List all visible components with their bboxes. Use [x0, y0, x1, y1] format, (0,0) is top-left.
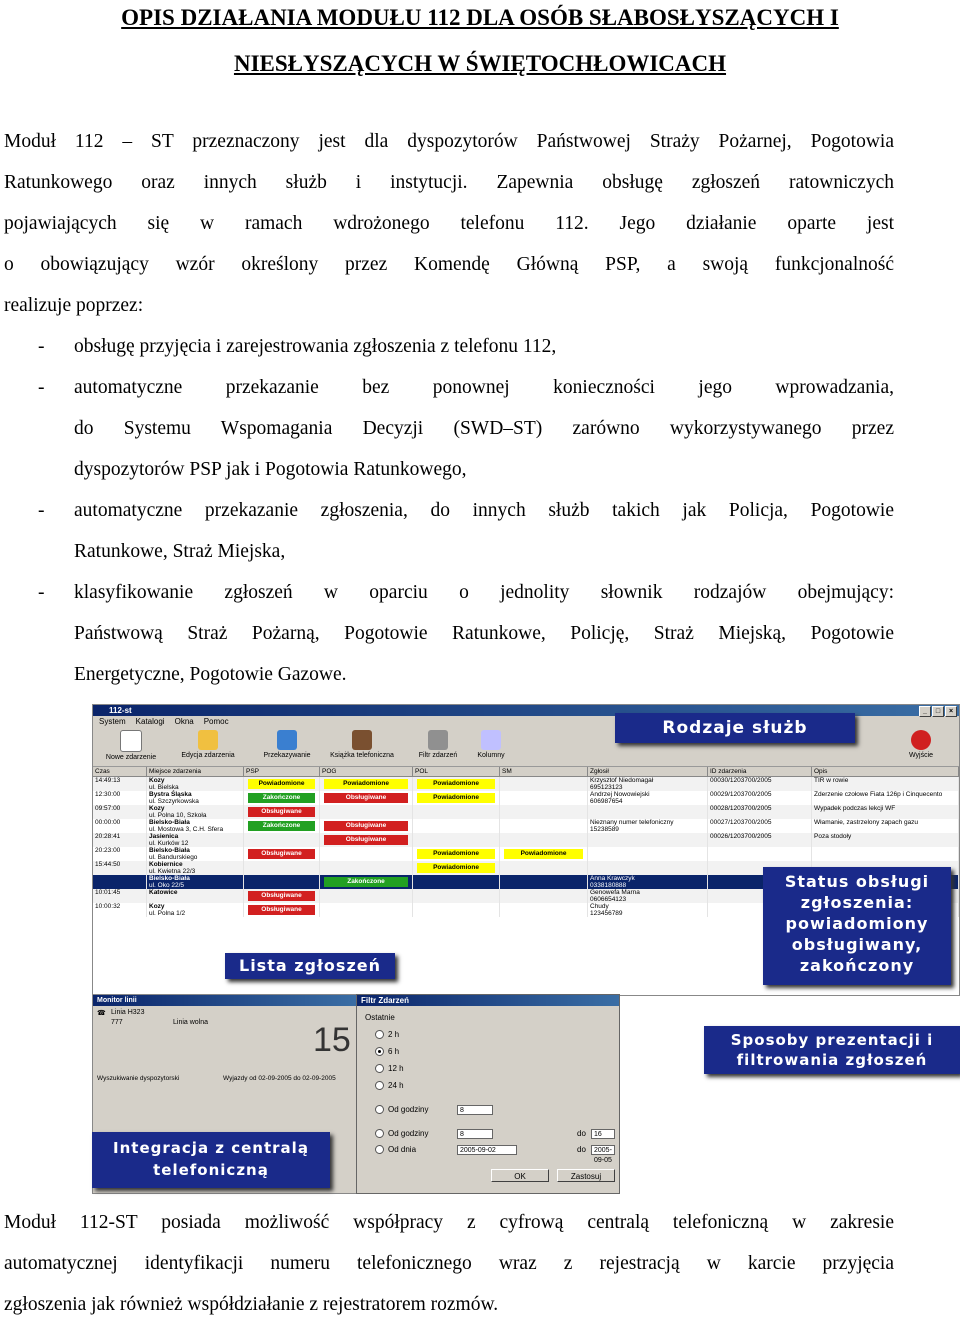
- status-badge: Zakończone: [248, 821, 315, 831]
- status-badge: Powiadomione: [324, 779, 408, 789]
- cell-text: 00:00:00: [95, 819, 121, 826]
- status-cell-pol: [413, 777, 500, 791]
- table-cell: [812, 819, 959, 833]
- new-event-button[interactable]: Nowe zdarzenie: [101, 730, 161, 761]
- cell-text: Genowefa Marna: [590, 889, 640, 896]
- status-cell-sm: [500, 777, 588, 791]
- menu-katalogi[interactable]: Katalogi: [135, 717, 165, 726]
- column-header[interactable]: Zgłosił: [588, 767, 708, 776]
- column-header[interactable]: Miejsce zdarzenia: [147, 767, 244, 776]
- intro-line: Moduł 112 – ST przeznaczony jest dla dyspozytorów Państwowej Straży Pożarnej, Pogotowia: [4, 131, 894, 152]
- status-badge: Powiadomione: [248, 779, 315, 789]
- filter-dialog: [356, 994, 620, 1194]
- bullet-dash: -: [38, 582, 45, 603]
- cell-subtext: 15238589: [590, 826, 619, 833]
- status-cell-pol: [413, 805, 500, 819]
- banner-rodzaje: Rodzaje służb: [615, 713, 855, 743]
- status-cell-pog: [320, 791, 413, 805]
- window-title: 112-st: [109, 706, 132, 715]
- table-cell: [93, 791, 147, 805]
- cell-text: 12:30:00: [95, 791, 121, 798]
- columns-button[interactable]: Kolumny: [471, 730, 511, 759]
- columns-icon: [481, 730, 501, 750]
- apply-button[interactable]: Zastosuj: [557, 1169, 615, 1182]
- status-cell-pog: [320, 777, 413, 791]
- cell-text: Włamanie, zastrzelony zapach gazu: [814, 819, 919, 826]
- list-item: [4, 490, 894, 531]
- status-cell-pol: [413, 889, 500, 903]
- status-cell-psp: [244, 777, 320, 791]
- status-cell-psp: [244, 861, 320, 875]
- table-cell: [812, 805, 959, 819]
- closing-line: zgłoszenia jak również współdziałanie z rejestratorem rozmów.: [4, 1294, 499, 1315]
- status-cell-pol: [413, 819, 500, 833]
- table-cell: [588, 777, 708, 791]
- status-cell-pog: [320, 833, 413, 847]
- cell-text: Chudy: [590, 903, 609, 910]
- maximize-icon[interactable]: □: [932, 706, 944, 717]
- cell-text: Krzysztof Niedomagał: [590, 777, 654, 784]
- status-cell-sm: [500, 819, 588, 833]
- status-cell-sm: [500, 903, 588, 917]
- column-header[interactable]: PSP: [244, 767, 320, 776]
- bullet-dash: -: [38, 377, 45, 398]
- cell-text: 00029/1203700/2005: [710, 791, 772, 798]
- table-cell: [93, 819, 147, 833]
- status-cell-pog: [320, 903, 413, 917]
- table-cell: [708, 847, 812, 861]
- status-right: Wyjazdy od 02-09-2005 do 02-09-2005: [223, 1075, 336, 1082]
- cell-text: Zderzenie czołowe Fiata 126p i Cinquecento: [814, 791, 943, 798]
- column-header[interactable]: Czas: [93, 767, 147, 776]
- intro-line: realizuje poprzez:: [4, 295, 144, 316]
- bullet-text: obsługę przyjęcia i zarejestrowania zgłoszenia z telefonu 112,: [74, 336, 557, 357]
- column-header[interactable]: POG: [320, 767, 413, 776]
- cell-text: 09:57:00: [95, 805, 121, 812]
- document-icon: [120, 730, 142, 752]
- table-cell: [147, 875, 244, 889]
- radio-od-godziny[interactable]: Od godziny: [375, 1105, 428, 1114]
- cell-text: Bystra Śląska: [149, 791, 192, 798]
- status-badge: Obsługiwane: [248, 891, 315, 901]
- status-badge: Obsługiwane: [248, 807, 315, 817]
- status-left: Wyszukiwanie dyspozytorski: [97, 1075, 180, 1082]
- table-cell: [147, 805, 244, 819]
- status-cell-pog: [320, 875, 413, 889]
- filter-button[interactable]: Filtr zdarzeń: [413, 730, 463, 759]
- status-cell-pol: [413, 847, 500, 861]
- table-cell: [93, 875, 147, 889]
- cell-subtext: ul. Polna 1/2: [149, 910, 186, 917]
- cell-text: Jasienica: [149, 833, 179, 840]
- forward-icon: [277, 730, 297, 750]
- date-from-input[interactable]: 2005-09-02: [457, 1145, 517, 1155]
- radio-12h[interactable]: 12 h: [375, 1064, 404, 1073]
- status-badge: Powiadomione: [504, 849, 583, 859]
- table-cell: [588, 861, 708, 875]
- list-item: [4, 572, 894, 613]
- bullet-text: automatyczne przekazanie bez ponownej konieczności jego wprowadzania,: [74, 377, 894, 398]
- ok-button[interactable]: OK: [491, 1169, 549, 1182]
- table-cell: [147, 903, 244, 917]
- status-cell-pog: [320, 889, 413, 903]
- bullet-text: automatyczne przekazanie zgłoszenia, do innych służb takich jak Policja, Pogotowie: [74, 500, 894, 521]
- banner-status: Status obsługi zgłoszenia: powiadomiony obsługiwany, zakończony: [763, 867, 951, 985]
- cell-subtext: ul. Bielska: [149, 784, 179, 791]
- table-cell: [588, 875, 708, 889]
- table-cell: [812, 847, 959, 861]
- forward-button[interactable]: Przekazywanie: [257, 730, 317, 759]
- cell-subtext: 0606654123: [590, 896, 627, 903]
- cell-text: Kozy: [149, 805, 165, 812]
- radio-2h[interactable]: 2 h: [375, 1030, 399, 1039]
- status-cell-psp: [244, 847, 320, 861]
- table-cell: [588, 805, 708, 819]
- status-badge: Obsługiwane: [324, 821, 408, 831]
- bullet-dash: -: [38, 500, 45, 521]
- table-cell: [93, 833, 147, 847]
- column-header[interactable]: POL: [413, 767, 500, 776]
- monitor-title: Monitor linii: [93, 995, 357, 1006]
- closing-line: Moduł 112-ST posiada możliwość współpracy z cyfrową centralą telefoniczną w zakresie: [4, 1212, 894, 1233]
- table-cell: [93, 861, 147, 875]
- table-cell: [147, 847, 244, 861]
- table-cell: [147, 791, 244, 805]
- cell-text: Kozy: [149, 777, 165, 784]
- bullet-text: Państwową Straż Pożarną, Pogotowie Ratunkowe, Policję, Straż Miejską, Pogotowie: [74, 623, 894, 644]
- radio-od-godziny-do[interactable]: Od godziny: [375, 1129, 428, 1138]
- table-cell: [93, 847, 147, 861]
- table-cell: [708, 791, 812, 805]
- table-cell: [588, 847, 708, 861]
- table-cell: [93, 777, 147, 791]
- menu-system[interactable]: System: [99, 717, 126, 726]
- table-cell: [812, 777, 959, 791]
- status-cell-sm: [500, 861, 588, 875]
- phone-icon: ☎: [97, 1010, 106, 1017]
- cell-text: 20:28:41: [95, 833, 121, 840]
- cell-text: 15:44:50: [95, 861, 121, 868]
- intro-line: Ratunkowego oraz innych służb i instytucji. Zapewnia obsługę zgłoszeń ratowniczych: [4, 172, 894, 193]
- table-cell: [588, 819, 708, 833]
- status-cell-sm: [500, 805, 588, 819]
- cell-subtext: ul. Kwietna 22/3: [149, 868, 196, 875]
- bullet-text: Energetyczne, Pogotowie Gazowe.: [74, 664, 347, 685]
- radio-od-dnia[interactable]: Od dnia: [375, 1145, 416, 1154]
- table-cell: [708, 805, 812, 819]
- status-cell-psp: [244, 889, 320, 903]
- status-cell-pol: [413, 875, 500, 889]
- status-cell-pol: [413, 861, 500, 875]
- cell-subtext: 0338180888: [590, 882, 627, 889]
- cell-text: Andrzej Nowowiejski: [590, 791, 650, 798]
- table-cell: [812, 791, 959, 805]
- page-title-line2: NIESŁYSZĄCYCH W ŚWIĘTOCHŁOWICACH: [233, 51, 727, 76]
- status-badge: Powiadomione: [417, 779, 495, 789]
- minimize-icon[interactable]: _: [919, 706, 931, 717]
- bullet-list: [4, 326, 894, 695]
- column-header[interactable]: ID zdarzenia: [708, 767, 812, 776]
- status-cell-psp: [244, 805, 320, 819]
- radio-24h[interactable]: 24 h: [375, 1081, 404, 1090]
- status-badge: Powiadomione: [417, 849, 495, 859]
- status-cell-psp: [244, 903, 320, 917]
- filter-icon: [428, 730, 448, 750]
- intro-line: o obowiązujący wzór określony przez Komendę Główną PSP, a swoją funkcjonalność: [4, 254, 894, 275]
- to-label: do: [577, 1129, 586, 1138]
- cell-subtext: 123456789: [590, 910, 623, 917]
- cell-text: 10:00:32: [95, 903, 121, 910]
- radio-6h[interactable]: 6 h: [375, 1047, 399, 1056]
- table-cell: [147, 833, 244, 847]
- cell-subtext: ul. Oko 22/5: [149, 882, 185, 889]
- cell-text: TIR w rowie: [814, 777, 849, 784]
- edit-icon: [198, 730, 218, 750]
- status-cell-pog: [320, 861, 413, 875]
- table-cell: [147, 819, 244, 833]
- status-cell-psp: [244, 791, 320, 805]
- status-cell-sm: [500, 875, 588, 889]
- cell-text: Bielsko-Biała: [149, 819, 190, 826]
- status-cell-sm: [500, 833, 588, 847]
- cell-text: 20:23:00: [95, 847, 121, 854]
- bullet-dash: -: [38, 336, 45, 357]
- book-icon: [352, 730, 372, 750]
- intro-line: pojawiających się w ramach wdrożonego telefonu 112. Jego działanie oparte jest: [4, 213, 894, 234]
- cell-text: 00028/1203700/2005: [710, 805, 772, 812]
- status-cell-psp: [244, 833, 320, 847]
- table-row[interactable]: [93, 847, 959, 861]
- status-badge: Obsługiwane: [324, 793, 408, 803]
- cell-text: 00027/1203700/2005: [710, 819, 772, 826]
- closing-line: automatycznej identyfikacji numeru telefonicznego wraz z rejestracją w karcie przyjęcia: [4, 1253, 894, 1274]
- table-row[interactable]: [93, 833, 959, 847]
- status-cell-pol: [413, 791, 500, 805]
- table-cell: [588, 889, 708, 903]
- table-cell: [93, 903, 147, 917]
- hour-from-input[interactable]: 8: [457, 1129, 493, 1139]
- phonebook-button[interactable]: Książka telefoniczna: [327, 730, 397, 759]
- cell-subtext: ul. Polna 10, Szkoła: [149, 812, 207, 819]
- list-item: [4, 326, 894, 367]
- cell-text: Kozy: [149, 903, 165, 910]
- banner-sposoby: Sposoby prezentacji i filtrowania zgłoszeń: [704, 1026, 960, 1074]
- group-label: Ostatnie: [365, 1013, 395, 1022]
- table-cell: [708, 833, 812, 847]
- banner-integracja: Integracja z centralą telefoniczną: [92, 1132, 330, 1188]
- menu-pomoc[interactable]: Pomoc: [203, 717, 229, 726]
- cell-subtext: ul. Bandurskiego: [149, 854, 198, 861]
- status-cell-sm: [500, 791, 588, 805]
- cell-text: Poza stodoły: [814, 833, 852, 840]
- table-header: [93, 767, 959, 777]
- date-to-input[interactable]: 2005-09-05: [591, 1145, 615, 1155]
- table-cell: [588, 791, 708, 805]
- status-cell-psp: [244, 819, 320, 833]
- table-cell: [147, 889, 244, 903]
- status-cell-pog: [320, 847, 413, 861]
- status-badge: Powiadomione: [417, 863, 495, 873]
- bullet-text: Ratunkowe, Straż Miejska,: [74, 541, 286, 562]
- table-cell: [588, 903, 708, 917]
- cell-text: Bielsko-Biała: [149, 875, 190, 882]
- edit-event-button[interactable]: Edycja zdarzenia: [173, 730, 243, 759]
- cell-text: Nieznany numer telefoniczny: [590, 819, 674, 826]
- page-title-line1: OPIS DZIAŁANIA MODUŁU 112 DLA OSÓB SŁABOSŁYSZĄCYCH I: [121, 5, 839, 30]
- line-label[interactable]: 777: [111, 1019, 123, 1026]
- table-cell: [93, 805, 147, 819]
- bullet-text: dyspozytorów PSP jak i Pogotowia Ratunkowego,: [74, 459, 467, 480]
- banner-lista: Lista zgłoszeń: [225, 953, 395, 979]
- cell-subtext: ul. Mostowa 3, C.H. Sfera: [149, 826, 224, 833]
- lower-panels: [92, 994, 958, 1194]
- power-icon: [911, 730, 931, 750]
- cell-text: Wypadek podczas lekcji WF: [814, 805, 896, 812]
- table-cell: [708, 777, 812, 791]
- status-badge: Zakończone: [248, 793, 315, 803]
- cell-text: Bielsko-Biała: [149, 847, 190, 854]
- status-cell-psp: [244, 875, 320, 889]
- cell-text: 10:01:45: [95, 889, 121, 896]
- status-cell-sm: [500, 847, 588, 861]
- table-cell: [812, 833, 959, 847]
- to-label: do: [577, 1145, 586, 1154]
- column-header[interactable]: SM: [500, 767, 588, 776]
- table-cell: [708, 819, 812, 833]
- list-item: [4, 367, 894, 408]
- line-label[interactable]: Linia H323: [111, 1009, 145, 1016]
- table-cell: [147, 777, 244, 791]
- status-cell-sm: [500, 889, 588, 903]
- hour-input[interactable]: 8: [457, 1105, 493, 1115]
- cell-subtext: ul. Szczyrkowska: [149, 798, 199, 805]
- status-badge: Obsługiwane: [248, 905, 315, 915]
- cell-text: 00030/1203700/2005: [710, 777, 772, 784]
- status-badge: Powiadomione: [417, 793, 495, 803]
- status-badge: Obsługiwane: [324, 835, 408, 845]
- status-badge: Obsługiwane: [248, 849, 315, 859]
- table-row[interactable]: [93, 805, 959, 819]
- cell-text: Anna Krawczyk: [590, 875, 635, 882]
- app-screenshot: [92, 704, 960, 996]
- cell-text: 14:49:13: [95, 777, 121, 784]
- cell-text: Katowice: [149, 889, 178, 896]
- cell-subtext: 695123123: [590, 784, 623, 791]
- menu-okna[interactable]: Okna: [174, 717, 194, 726]
- table-cell: [147, 861, 244, 875]
- status-cell-pog: [320, 819, 413, 833]
- table-cell: [93, 889, 147, 903]
- counter-display: 15: [313, 1021, 351, 1059]
- cell-text: 00026/1203700/2005: [710, 833, 772, 840]
- close-icon[interactable]: ×: [945, 706, 957, 717]
- table-row[interactable]: [93, 777, 959, 791]
- status-cell-pog: [320, 805, 413, 819]
- line-state: Linia wolna: [173, 1019, 209, 1026]
- column-header[interactable]: Opis: [812, 767, 959, 776]
- status-cell-pol: [413, 903, 500, 917]
- closing-paragraph: [4, 1202, 894, 1325]
- exit-button[interactable]: Wyjście: [901, 730, 941, 759]
- filter-title: Filtr Zdarzeń: [357, 995, 619, 1006]
- cell-subtext: 606987654: [590, 798, 623, 805]
- hour-to-input[interactable]: 16: [591, 1129, 615, 1139]
- status-badge: Zakończone: [324, 877, 408, 887]
- cell-text: Kobiernice: [149, 861, 183, 868]
- table-cell: [588, 833, 708, 847]
- status-cell-pol: [413, 833, 500, 847]
- table-row[interactable]: [93, 819, 959, 833]
- intro-paragraph: [4, 121, 894, 326]
- table-row[interactable]: [93, 791, 959, 805]
- bullet-text: do Systemu Wspomagania Decyzji (SWD–ST) zarówno wykorzystywanego przez: [74, 418, 894, 439]
- bullet-text: klasyfikowanie zgłoszeń w oparciu o jednolity słownik rodzajów obejmujący:: [74, 582, 894, 603]
- cell-subtext: ul. Kurków 12: [149, 840, 189, 847]
